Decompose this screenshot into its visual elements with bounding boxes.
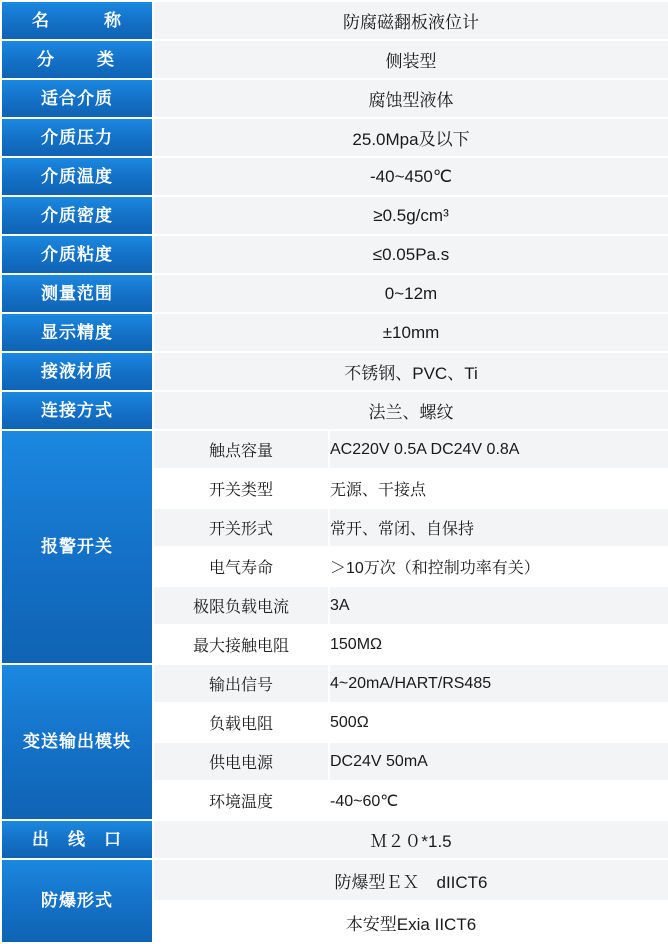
table-row <box>154 860 668 901</box>
alarm-electrical-life-value: ＞10万次（和控制功率有关） <box>329 547 668 586</box>
alarm-switch-type-label: 开关类型 <box>154 469 329 508</box>
table-row <box>154 665 668 703</box>
load-resistance-value: 500Ω <box>329 703 668 742</box>
alarm-switch-group <box>153 430 668 664</box>
output-signal-label: 输出信号 <box>154 665 329 703</box>
row-label-alarm-switch: 报警开关 <box>1 430 153 664</box>
table-row <box>1 157 668 196</box>
row-label-medium-pressure: 介质压力 <box>1 118 153 157</box>
table-row-alarm-switch <box>1 430 668 664</box>
row-label-medium-viscosity: 介质粘度 <box>1 235 153 274</box>
table-row <box>1 79 668 118</box>
alarm-switch-type-value: 无源、干接点 <box>329 469 668 508</box>
table-row <box>1 40 668 79</box>
row-label-explosion-proof: 防爆形式 <box>1 859 153 943</box>
row-value-suitable-medium: 腐蚀型液体 <box>153 79 668 118</box>
output-signal-value: 4~20mA/HART/RS485 <box>329 665 668 703</box>
table-row-transmitter-module <box>1 664 668 820</box>
row-label-measuring-range: 测量范围 <box>1 274 153 313</box>
table-row <box>154 431 668 469</box>
alarm-max-load-current-value: 3A <box>329 586 668 625</box>
alarm-max-contact-resistance-label: 最大接触电阻 <box>154 625 329 663</box>
table-row <box>1 1 668 40</box>
table-row <box>1 196 668 235</box>
row-label-display-accuracy: 显示精度 <box>1 313 153 352</box>
row-label-name: 名 称 <box>1 1 153 40</box>
row-value-name: 防腐磁翻板液位计 <box>153 1 668 40</box>
row-value-display-accuracy: ±10mm <box>153 313 668 352</box>
table-row <box>1 235 668 274</box>
alarm-contact-capacity-value: AC220V 0.5A DC24V 0.8A <box>329 431 668 469</box>
row-value-medium-viscosity: ≤0.05Pa.s <box>153 235 668 274</box>
row-value-wetted-material: 不锈钢、PVC、Ti <box>153 352 668 391</box>
table-row <box>1 274 668 313</box>
explosion-proof-value-2: 本安型Exia IICT6 <box>154 901 668 942</box>
transmitter-module-table <box>154 665 668 819</box>
load-resistance-label: 负载电阻 <box>154 703 329 742</box>
ambient-temperature-value: -40~60℃ <box>329 781 668 819</box>
alarm-max-contact-resistance-value: 150MΩ <box>329 625 668 663</box>
alarm-switch-form-value: 常开、常闭、自保持 <box>329 508 668 547</box>
table-row <box>154 625 668 663</box>
table-row <box>1 118 668 157</box>
explosion-proof-group <box>153 859 668 943</box>
row-value-medium-temperature: -40~450℃ <box>153 157 668 196</box>
row-label-wetted-material: 接液材质 <box>1 352 153 391</box>
table-row <box>154 469 668 508</box>
table-row <box>154 901 668 942</box>
row-label-connection-type: 连接方式 <box>1 391 153 430</box>
table-row <box>1 313 668 352</box>
row-value-medium-density: ≥0.5g/cm³ <box>153 196 668 235</box>
table-row <box>154 703 668 742</box>
row-label-outlet: 出 线 口 <box>1 820 153 859</box>
explosion-proof-table <box>154 860 668 942</box>
table-row <box>154 781 668 819</box>
table-row <box>154 508 668 547</box>
row-label-category: 分 类 <box>1 40 153 79</box>
table-row-explosion-proof <box>1 859 668 943</box>
power-supply-label: 供电电源 <box>154 742 329 781</box>
row-value-connection-type: 法兰、螺纹 <box>153 391 668 430</box>
row-value-outlet: Ｍ２０*1.5 <box>153 820 668 859</box>
alarm-switch-form-label: 开关形式 <box>154 508 329 547</box>
table-row <box>154 547 668 586</box>
row-label-medium-density: 介质密度 <box>1 196 153 235</box>
table-row <box>1 820 668 859</box>
row-value-medium-pressure: 25.0Mpa及以下 <box>153 118 668 157</box>
alarm-electrical-life-label: 电气寿命 <box>154 547 329 586</box>
table-row <box>1 391 668 430</box>
row-value-category: 侧装型 <box>153 40 668 79</box>
transmitter-module-group <box>153 664 668 820</box>
row-label-transmitter-module: 变送输出模块 <box>1 664 153 820</box>
alarm-contact-capacity-label: 触点容量 <box>154 431 329 469</box>
table-row <box>1 352 668 391</box>
power-supply-value: DC24V 50mA <box>329 742 668 781</box>
explosion-proof-value-1: 防爆型ＥＸ dIICT6 <box>154 860 668 901</box>
table-row <box>154 586 668 625</box>
ambient-temperature-label: 环境温度 <box>154 781 329 819</box>
alarm-max-load-current-label: 极限负载电流 <box>154 586 329 625</box>
table-row <box>154 742 668 781</box>
alarm-switch-table <box>154 431 668 663</box>
row-label-suitable-medium: 适合介质 <box>1 79 153 118</box>
row-value-measuring-range: 0~12m <box>153 274 668 313</box>
row-label-medium-temperature: 介质温度 <box>1 157 153 196</box>
